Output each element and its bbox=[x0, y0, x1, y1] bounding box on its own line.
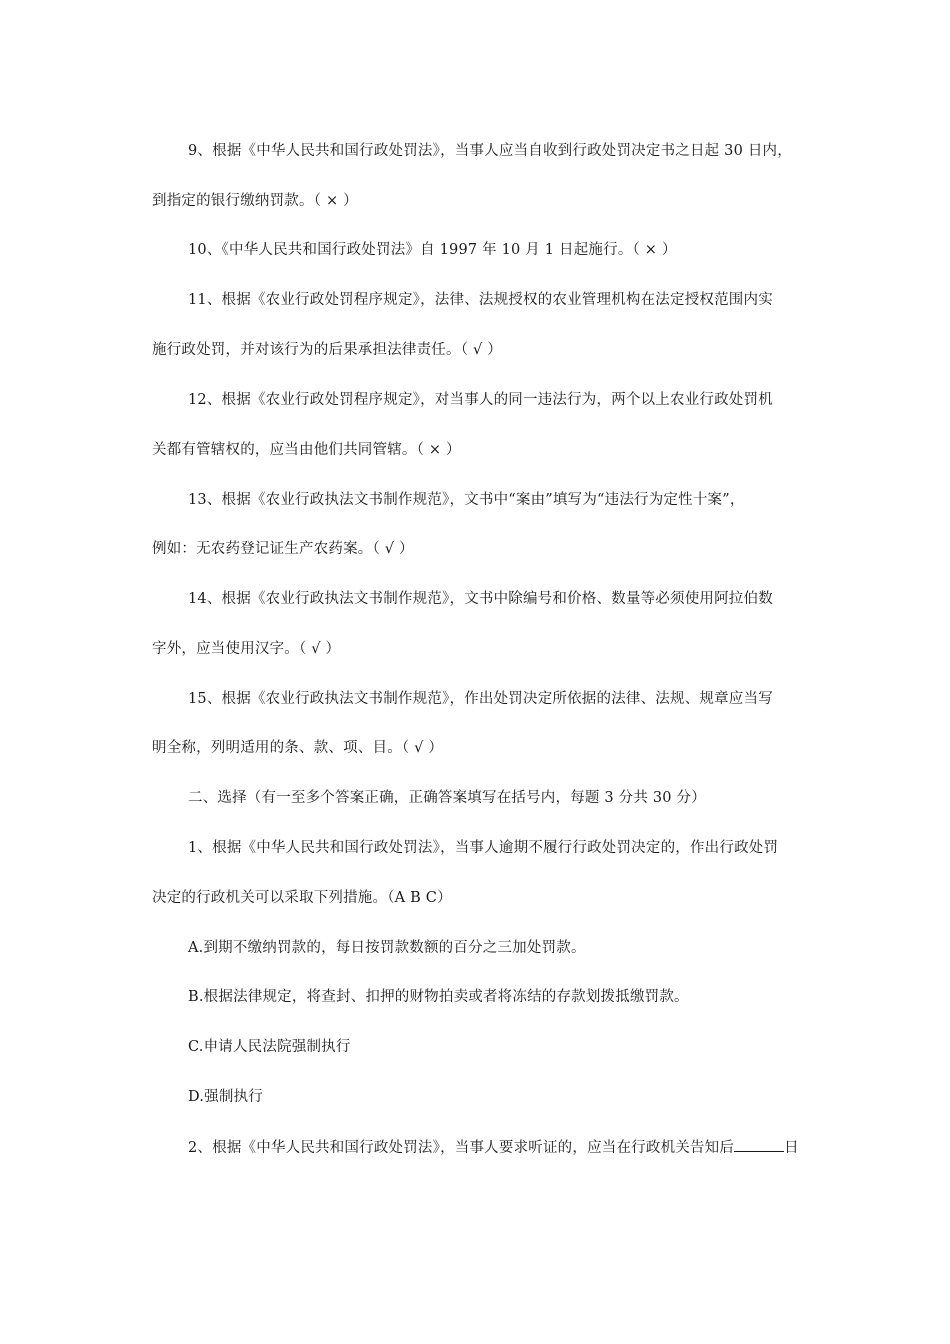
mc1-line-1: 1、根据《中华人民共和国行政处罚法》，当事人逾期不履行行政处罚决定的，作出行政处罚 bbox=[188, 840, 779, 856]
q9-line-1: 9、根据《中华人民共和国行政处罚法》，当事人应当自收到行政处罚决定书之日起 30 日内， bbox=[188, 143, 792, 159]
mc2-line-1-text: 2、根据《中华人民共和国行政处罚法》，当事人要求听证的，应当在行政机关告知后 bbox=[188, 1140, 735, 1156]
mc1-option-b: B.根据法律规定，将查封、扣押的财物拍卖或者将冻结的存款划拨抵缴罚款。 bbox=[188, 989, 689, 1005]
q15-line-2: 明全称，列明适用的条、款、项、目。（ √ ） bbox=[152, 740, 444, 756]
mc1-option-c: C.申请人民法院强制执行 bbox=[188, 1039, 351, 1055]
q14-line-1: 14、根据《农业行政执法文书制作规范》，文书中除编号和价格、数量等必须使用阿拉伯数 bbox=[188, 591, 773, 607]
mc1-option-a: A.到期不缴纳罚款的，每日按罚款数额的百分之三加处罚款。 bbox=[188, 940, 586, 956]
q11-line-1: 11、根据《农业行政处罚程序规定》，法律、法规授权的农业管理机构在法定授权范围内实 bbox=[188, 292, 773, 308]
q9-line-2: 到指定的银行缴纳罚款。（ × ） bbox=[152, 193, 358, 209]
mc1-option-d: D.强制执行 bbox=[188, 1089, 263, 1105]
q13-line-2: 例如：无农药登记证生产农药案。（ √ ） bbox=[152, 541, 414, 557]
q15-line-1: 15、根据《农业行政执法文书制作规范》，作出处罚决定所依据的法律、法规、规章应当写 bbox=[188, 691, 773, 707]
q11-line-2: 施行政处罚，并对该行为的后果承担法律责任。（ √ ） bbox=[152, 342, 502, 358]
answer-blank bbox=[734, 1137, 784, 1152]
q13-line-1: 13、根据《农业行政执法文书制作规范》，文书中“案由”填写为“违法行为定性十案”， bbox=[188, 492, 745, 508]
section-2-heading: 二、选择（有一至多个答案正确，正确答案填写在括号内，每题 3 分共 30 分） bbox=[188, 790, 706, 806]
q12-line-1: 12、根据《农业行政处罚程序规定》，对当事人的同一违法行为，两个以上农业行政处罚机 bbox=[188, 392, 773, 408]
mc2-line-1 bbox=[188, 1137, 799, 1158]
mc2-line-1-tail: 日 bbox=[784, 1140, 799, 1156]
mc1-line-2: 决定的行政机关可以采取下列措施。（A B C） bbox=[152, 890, 452, 906]
q10-line-1: 10、《中华人民共和国行政处罚法》自 1997 年 10 月 1 日起施行。（ × ） bbox=[188, 242, 677, 258]
q14-line-2: 字外，应当使用汉字。（ √ ） bbox=[152, 641, 341, 657]
q12-line-2: 关都有管辖权的，应当由他们共同管辖。（ × ） bbox=[152, 442, 461, 458]
